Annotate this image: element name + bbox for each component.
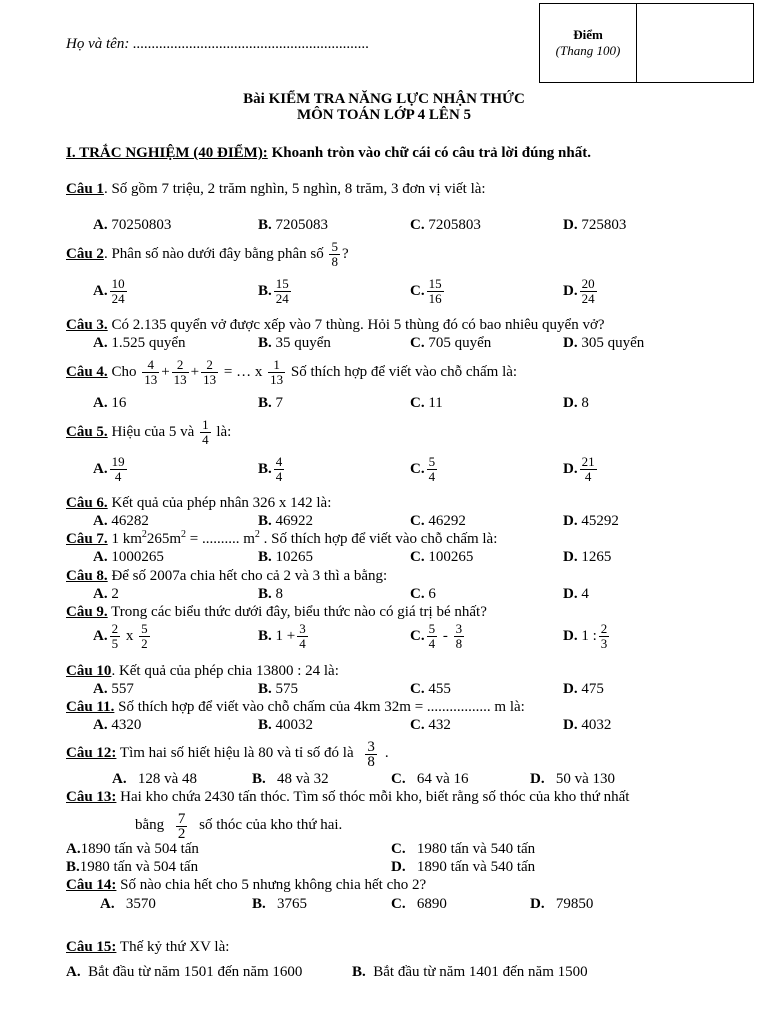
question-9 — [66, 604, 487, 621]
question-label: Câu 11. — [66, 699, 115, 715]
question-12: Câu 12: Tìm hai số hiết hiệu là 80 và tỉ số đó là $\frac{3}{8}$ . — [66, 736, 389, 771]
question-8 — [66, 568, 387, 585]
q10-option-b[interactable]: B. 575 — [258, 681, 299, 697]
score-value-cell — [637, 4, 754, 83]
q9-option-a[interactable]: A. $\frac{2}{5}$ x $\frac{5}{2}$ — [93, 621, 148, 651]
q9-option-c[interactable]: C. $\frac{5}{4}$ - $\frac{3}{8}$ — [410, 621, 463, 651]
question-text: . Số gồm 7 triệu, 2 trăm nghìn, 5 nghìn, 8 trăm, 3 đơn vị viết là: — [103, 181, 486, 197]
question-label: Câu 2 — [66, 246, 104, 262]
q14-option-a[interactable]: A. 3570 — [100, 896, 156, 912]
q13-option-a[interactable]: A.1890 tấn và 504 tấn — [66, 841, 199, 857]
q8-option-b[interactable]: B. 8 — [258, 586, 284, 602]
question-label: Câu 14: — [66, 877, 117, 893]
section-label: I. TRẮC NGHIỆM (40 ĐIỂM): — [66, 145, 268, 161]
question-2: Câu 2. Phân số nào dưới đây bằng phân số $\frac{5}{8}$ ? — [66, 239, 349, 270]
question-text: . Kết quả của phép chia 13800 : 24 là: — [111, 663, 339, 679]
question-label: Câu 13: — [66, 789, 117, 805]
q6-option-b[interactable]: B. 46922 — [258, 513, 314, 529]
question-text: Số thích hợp để viết vào chỗ chấm của 4km 32m = ................. m là: — [114, 699, 525, 715]
q7-option-a[interactable]: A. 1000265 — [93, 549, 164, 565]
question-13 — [66, 789, 629, 806]
question-7: Câu 7. 1 $km^2265m^2$ = .......... $m^2$ . Số thích hợp để viết vào chỗ chấm là: — [66, 529, 498, 547]
q14-option-b[interactable]: B. 3765 — [252, 896, 308, 912]
name-field-label: Họ và tên: ............................................................... — [66, 36, 370, 52]
score-label-cell — [540, 4, 637, 83]
q8-option-c[interactable]: C. 6 — [410, 586, 436, 602]
q15-option-a[interactable]: A. Bắt đầu từ năm 1501 đến năm 1600 — [66, 964, 303, 980]
q8-option-d[interactable]: D. 4 — [563, 586, 589, 602]
q1-option-d[interactable]: D. 725803 — [563, 217, 627, 233]
question-14 — [66, 877, 426, 894]
q2-option-c[interactable]: C. $\frac{15}{16}$ — [410, 276, 442, 306]
q4-option-a[interactable]: A. 16 — [93, 395, 127, 411]
q4-option-b[interactable]: B. 7 — [258, 395, 284, 411]
score-scale: (Thang 100) — [555, 43, 621, 58]
q5-option-b[interactable]: B. $\frac{4}{4}$ — [258, 454, 283, 484]
question-4: Câu 4. Cho $\frac{4}{13}$ + $\frac{2}{13}$ + $\frac{2}{13}$ = … x $\frac{1}{13}$ Số thích hợp để viết vào chỗ chấm là: — [66, 357, 518, 388]
question-label: Câu 5. — [66, 424, 108, 440]
q2-option-d[interactable]: D. $\frac{20}{24}$ — [563, 276, 595, 306]
question-label: Câu 10 — [66, 663, 112, 679]
q7-option-b[interactable]: B. 10265 — [258, 549, 314, 565]
question-text: Số thích hợp để viết vào chỗ chấm là: — [290, 364, 518, 380]
section-heading — [66, 145, 591, 162]
q3-option-c[interactable]: C. 705 quyển — [410, 335, 492, 351]
q4-option-d[interactable]: D. 8 — [563, 395, 589, 411]
question-text: Để số 2007a chia hết cho cả 2 và 3 thì a bằng: — [107, 568, 388, 584]
fraction: $\frac{5}{8}$ — [331, 239, 338, 270]
page-subtitle: MÔN TOÁN LỚP 4 LÊN 5 — [296, 107, 472, 123]
q1-option-a[interactable]: A. 70250803 — [93, 217, 172, 233]
q14-option-c[interactable]: C. 6890 — [391, 896, 447, 912]
q8-option-a[interactable]: A. 2 — [93, 586, 119, 602]
q10-option-d[interactable]: D. 475 — [563, 681, 604, 697]
q3-option-a[interactable]: A. 1.525 quyển — [93, 335, 186, 351]
q15-option-b[interactable]: B. Bắt đầu từ năm 1401 đến năm 1500 — [352, 964, 588, 980]
q7-option-c[interactable]: C. 100265 — [410, 549, 474, 565]
q4-option-c[interactable]: C. 11 — [410, 395, 443, 411]
q6-option-c[interactable]: C. 46292 — [410, 513, 466, 529]
q1-option-b[interactable]: B. 7205083 — [258, 217, 329, 233]
question-5: Câu 5. Hiệu của 5 và $\frac{1}{4}$ là: — [66, 417, 232, 448]
question-label: Câu 7. — [66, 531, 108, 547]
question-text: Số nào chia hết cho 5 nhưng không chia hết cho 2? — [116, 877, 427, 893]
q5-option-d[interactable]: D. $\frac{21}{4}$ — [563, 454, 595, 484]
question-label: Câu 6. — [66, 495, 108, 511]
q6-option-a[interactable]: A. 46282 — [93, 513, 149, 529]
handwritten-fraction: $\frac{3}{8}$ — [367, 738, 375, 770]
q10-option-c[interactable]: C. 455 — [410, 681, 451, 697]
score-box — [539, 3, 754, 83]
q2-option-b[interactable]: B. $\frac{15}{24}$ — [258, 276, 289, 306]
question-text: Có 2.135 quyển vở được xếp vào 7 thùng. Hỏi 5 thùng đó có bao nhiêu quyển vở? — [107, 317, 605, 333]
handwritten-fraction: $\frac{7}{2}$ — [177, 810, 186, 842]
question-6 — [66, 495, 331, 512]
q7-option-d[interactable]: D. 1265 — [563, 549, 612, 565]
q5-option-a[interactable]: A. $\frac{19}{4}$ — [93, 454, 125, 484]
question-label: Câu 15: — [66, 939, 117, 955]
section-instruction: Khoanh tròn vào chữ cái có câu trả lời đúng nhất. — [271, 145, 591, 161]
q2-option-a[interactable]: A. $\frac{10}{24}$ — [93, 276, 125, 306]
q9-option-d[interactable]: D. 1 : $\frac{2}{3}$ — [563, 621, 608, 651]
question-text: . Phân số nào dưới đây bằng phân số — [103, 246, 324, 262]
question-1 — [66, 181, 486, 198]
question-label: Câu 12: — [66, 745, 117, 761]
q11-option-b[interactable]: B. 40032 — [258, 717, 314, 733]
question-label: Câu 4. — [66, 364, 108, 380]
q12-option-c[interactable]: C. 64 và 16 — [391, 771, 469, 787]
q1-option-c[interactable]: C. 7205803 — [410, 217, 481, 233]
q11-option-d[interactable]: D. 4032 — [563, 717, 612, 733]
question-11 — [66, 699, 525, 716]
q14-option-d[interactable]: D. 79850 — [530, 896, 594, 912]
q13-option-d[interactable]: D. 1890 tấn và 540 tấn — [391, 859, 536, 875]
q12-option-d[interactable]: D. 50 và 130 — [530, 771, 616, 787]
q10-option-a[interactable]: A. 557 — [93, 681, 134, 697]
q13-option-c[interactable]: C. 1980 tấn và 540 tấn — [391, 841, 536, 857]
question-15 — [66, 939, 229, 956]
question-label: Câu 3. — [66, 317, 108, 333]
question-label: Câu 1 — [66, 181, 104, 197]
question-text: Thế kỷ thứ XV là: — [116, 939, 230, 955]
page-title: Bài KIỂM TRA NĂNG LỰC NHẬN THỨC — [243, 91, 525, 107]
question-3 — [66, 317, 605, 334]
q5-option-c[interactable]: C. $\frac{5}{4}$ — [410, 454, 436, 484]
question-10 — [66, 663, 339, 680]
q11-option-c[interactable]: C. 432 — [410, 717, 451, 733]
q9-option-b[interactable]: B. 1 + $\frac{3}{4}$ — [258, 621, 306, 651]
question-13-line2: bằng $\frac{7}{2}$ số thóc của kho thứ hai. — [135, 808, 342, 843]
q12-option-a[interactable]: A. 128 và 48 — [112, 771, 198, 787]
question-text: Kết quả của phép nhân 326 x 142 là: — [107, 495, 332, 511]
q3-option-d[interactable]: D. 305 quyển — [563, 335, 645, 351]
q11-option-a[interactable]: A. 4320 — [93, 717, 142, 733]
question-text: Hai kho chứa 2430 tấn thóc. Tìm số thóc mỗi kho, biết rằng số thóc của kho thứ nhất — [116, 789, 630, 805]
q12-option-b[interactable]: B. 48 và 32 — [252, 771, 329, 787]
question-label: Câu 8. — [66, 568, 108, 584]
q13-option-b[interactable]: B.1980 tấn và 504 tấn — [66, 859, 199, 875]
q6-option-d[interactable]: D. 45292 — [563, 513, 619, 529]
score-title: Điểm — [573, 27, 603, 42]
q3-option-b[interactable]: B. 35 quyển — [258, 335, 331, 351]
question-text: Trong các biểu thức dưới đây, biểu thức nào có giá trị bé nhất? — [107, 604, 487, 620]
question-text: Tìm hai số hiết hiệu là 80 và tỉ số đó là — [116, 745, 354, 761]
question-label: Câu 9. — [66, 604, 108, 620]
